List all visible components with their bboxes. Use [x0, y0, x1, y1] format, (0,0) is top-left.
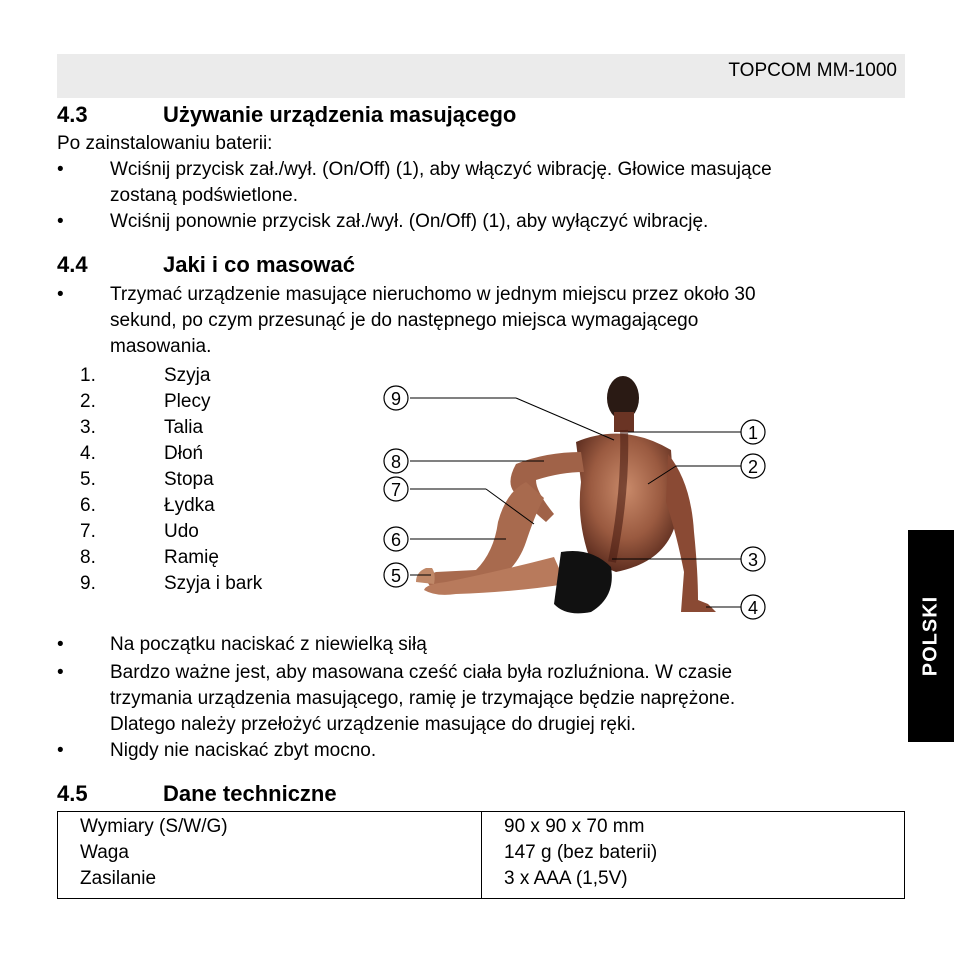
bullet-dot: •	[57, 662, 64, 683]
list-item	[80, 389, 340, 415]
table-divider	[481, 812, 482, 898]
list-number: 8.	[80, 547, 96, 568]
bullet-line: sekund, po czym przesunąć je do następnego miejsca wymagającego	[110, 310, 699, 331]
list-number: 7.	[80, 521, 96, 542]
list-item	[80, 441, 340, 467]
spec-label: Wymiary (S/W/G)	[80, 816, 228, 837]
spec-table	[57, 811, 905, 899]
section-title: Używanie urządzenia masującego	[163, 102, 517, 127]
list-label: Udo	[164, 521, 199, 542]
list-number: 9.	[80, 573, 96, 594]
bullet-line: Bardzo ważne jest, aby masowana cześć ciała była rozluźniona. W czasie	[110, 662, 733, 683]
massage-points-figure	[376, 372, 776, 622]
body-part-list	[80, 363, 340, 597]
list-label: Dłoń	[164, 443, 204, 464]
section-title: Jaki i co masować	[163, 252, 355, 277]
bullet-line: Wciśnij ponownie przycisk zał./wył. (On/Off) (1), aby wyłączyć wibrację.	[110, 211, 709, 232]
list-number: 2.	[80, 391, 96, 412]
list-number: 1.	[80, 365, 96, 386]
bullet-line: Wciśnij przycisk zał./wył. (On/Off) (1), aby włączyć wibrację. Głowice masujące	[110, 159, 772, 180]
list-label: Talia	[164, 417, 204, 438]
list-label: Szyja	[164, 365, 211, 386]
bullet-line: Nigdy nie naciskać zbyt mocno.	[110, 740, 377, 761]
callout-number-4: 4	[747, 598, 759, 618]
spec-value: 90 x 90 x 70 mm	[504, 816, 645, 837]
bullet-dot: •	[57, 740, 64, 761]
section-number: 4.5	[57, 781, 88, 806]
list-item	[80, 519, 340, 545]
section-4-4-heading	[57, 252, 355, 278]
bullet-line: zostaną podświetlone.	[110, 185, 299, 206]
bullet-line: trzymania urządzenia masującego, ramię je trzymające będzie naprężone.	[110, 688, 736, 709]
list-label: Plecy	[164, 391, 211, 412]
list-number: 3.	[80, 417, 96, 438]
list-label: Stopa	[164, 469, 214, 490]
bullet-line: Na początku naciskać z niewielką siłą	[110, 634, 427, 655]
bullet-line: Dlatego należy przełożyć urządzenie masujące do drugiej ręki.	[110, 714, 636, 735]
callout-line-9-diag	[516, 398, 614, 440]
list-label: Szyja i bark	[164, 573, 263, 594]
section-4-3-intro: Po zainstalowaniu baterii:	[57, 133, 273, 154]
bullet-dot: •	[57, 634, 64, 655]
callout-number-8: 8	[390, 452, 402, 472]
callout-number-9: 9	[390, 389, 402, 409]
person-silhouette	[416, 376, 716, 613]
section-4-5-heading	[57, 781, 337, 807]
callout-number-6: 6	[390, 530, 402, 550]
list-number: 4.	[80, 443, 96, 464]
list-number: 5.	[80, 469, 96, 490]
list-item	[80, 493, 340, 519]
list-label: Łydka	[164, 495, 215, 516]
language-tab	[908, 530, 954, 742]
bullet-dot: •	[57, 284, 64, 305]
section-number: 4.4	[57, 252, 88, 277]
language-tab-label: POLSKI	[919, 595, 942, 677]
bullet-dot: •	[57, 211, 64, 232]
callout-number-5: 5	[390, 566, 402, 586]
callout-number-1: 1	[747, 423, 759, 443]
list-item	[80, 545, 340, 571]
spec-label: Zasilanie	[80, 868, 157, 889]
callout-number-2: 2	[747, 457, 759, 477]
callout-number-7: 7	[390, 480, 402, 500]
list-number: 6.	[80, 495, 96, 516]
section-4-3-heading	[57, 102, 516, 128]
bullet-dot: •	[57, 159, 64, 180]
list-label: Ramię	[164, 547, 219, 568]
section-title: Dane techniczne	[163, 781, 337, 806]
bullet-line: masowania.	[110, 336, 212, 357]
spec-labels-column	[80, 814, 228, 892]
bullet-line: Trzymać urządzenie masujące nieruchomo w jednym miejscu przez około 30	[110, 284, 756, 305]
callout-number-3: 3	[747, 550, 759, 570]
spec-value: 147 g (bez baterii)	[504, 842, 658, 863]
list-item	[80, 571, 340, 597]
section-number: 4.3	[57, 102, 88, 127]
spec-label: Waga	[80, 842, 129, 863]
header-bar	[57, 54, 905, 98]
list-item	[80, 363, 340, 389]
spec-value: 3 x AAA (1,5V)	[504, 868, 628, 889]
spec-values-column	[504, 814, 657, 892]
header-title: TOPCOM MM-1000	[728, 60, 897, 81]
list-item	[80, 415, 340, 441]
list-item	[80, 467, 340, 493]
